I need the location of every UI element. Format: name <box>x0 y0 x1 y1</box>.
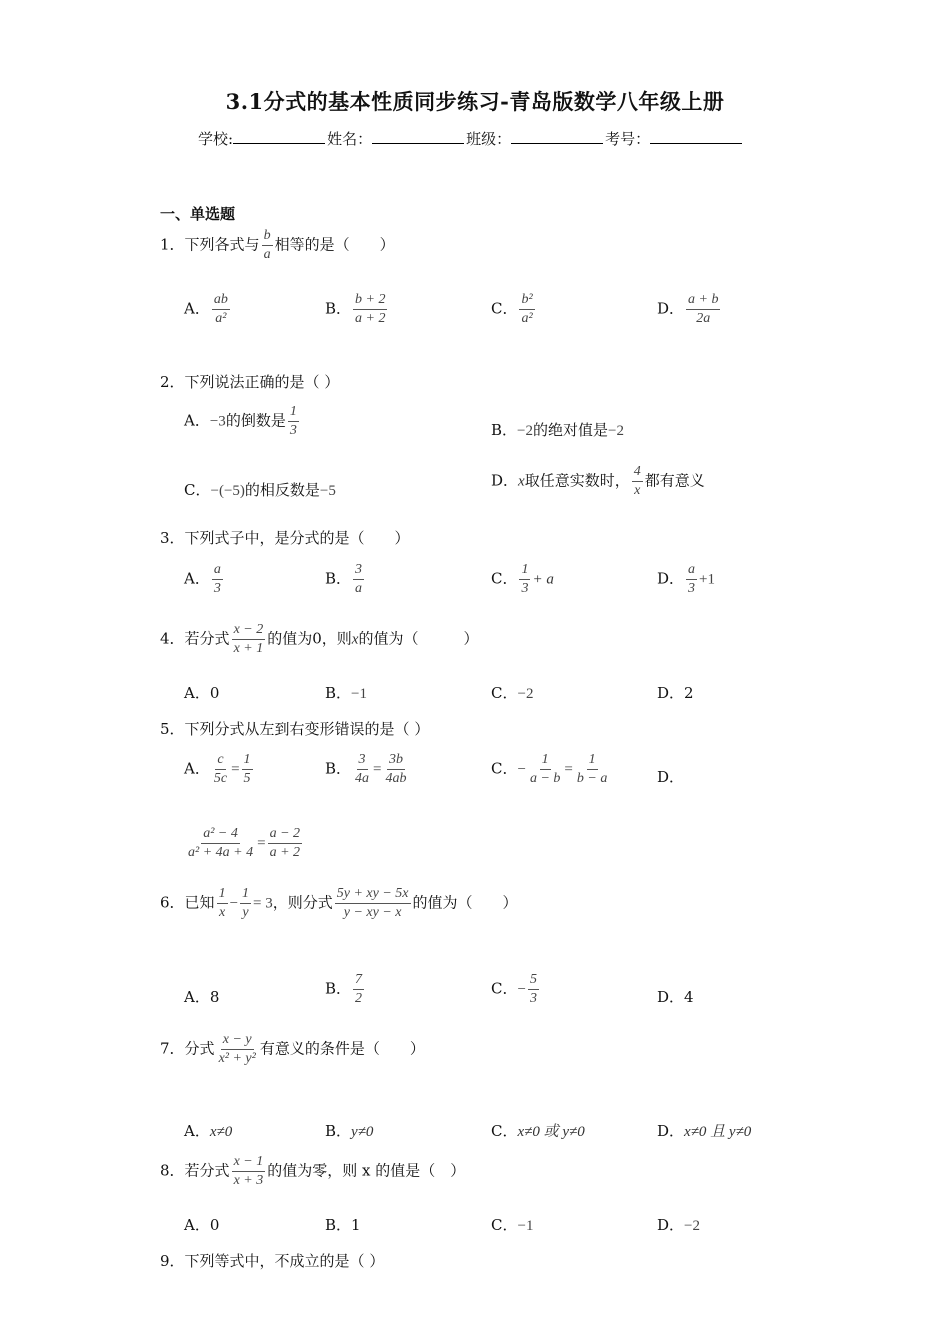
q2-option-c[interactable]: C．−(−5)的相反数是−5 <box>184 481 336 499</box>
q4-option-b[interactable]: B．−1 <box>325 684 367 702</box>
question-9: 9．下列等式中，不成立的是（ ） <box>160 1252 385 1270</box>
school-blank <box>233 128 325 144</box>
q3-option-c[interactable]: C． $\frac{1}{3}$ + a <box>491 562 554 597</box>
q5-option-d-label[interactable]: D． <box>657 768 685 786</box>
q3-option-b[interactable]: B． $\frac{3}{a}$ <box>325 562 363 597</box>
question-2: 2．下列说法正确的是（ ） <box>160 373 340 391</box>
q6-option-c[interactable]: C．− $\frac{5}{3}$ <box>491 972 537 1007</box>
q3-option-a[interactable]: A． $\frac{a}{3}$ <box>184 562 221 597</box>
q4-option-c[interactable]: C．−2 <box>491 684 534 702</box>
q5-option-b[interactable]: B． $\frac{3}{4a}$ = $\frac{3b}{4ab}$ <box>325 752 407 787</box>
name-blank <box>372 128 464 144</box>
section-heading: 一、单选题 <box>160 205 236 223</box>
q1-option-c[interactable]: C． $\frac{\text{b²}}{\text{a²}}$ <box>491 292 533 327</box>
q3-option-d[interactable]: D． $\frac{a}{3}$ +1 <box>657 562 715 597</box>
q8-option-d[interactable]: D．−2 <box>657 1216 700 1234</box>
q8-option-c[interactable]: C．−1 <box>491 1216 534 1234</box>
page-title: 3.1分式的基本性质同步练习-青岛版数学八年级上册 <box>225 89 725 114</box>
q1-option-b[interactable]: B． $\frac{b + 2}{a + 2}$ <box>325 292 386 327</box>
question-3: 3．下列式子中，是分式的是（ ） <box>160 529 410 547</box>
q2-option-a[interactable]: A．−3的倒数是 $\frac{1}{3}$ <box>184 404 297 439</box>
q8-option-b[interactable]: B．1 <box>325 1216 361 1234</box>
exam-no-label: 考号： <box>605 130 651 148</box>
question-4: 4．若分式 $\frac{x - 2}{x + 1}$ 的值为0，则x的值为（ ） <box>160 622 479 657</box>
question-8: 8．若分式 $\frac{x - 1}{x + 3}$ 的值为零，则 x 的值是（ ） <box>160 1154 466 1189</box>
q4-option-a[interactable]: A．0 <box>184 684 220 702</box>
q7-option-a[interactable]: A．x≠0 <box>184 1122 233 1140</box>
school-label: 学校: <box>198 130 234 148</box>
q5-option-d[interactable]: $\frac{\text{a² − 4}}{\text{a² + 4a + 4}}$ = $\frac{a - 2}{a + 2}$ <box>188 826 301 861</box>
q7-option-c[interactable]: C．x≠0 或 y≠0 <box>491 1122 585 1140</box>
q1-option-d[interactable]: D． $\frac{a + b}{2a}$ <box>657 292 719 327</box>
q7-option-b[interactable]: B．y≠0 <box>325 1122 374 1140</box>
q5-option-c[interactable]: C．− $\frac{1}{a - b}$ = $\frac{1}{b - a}$ <box>491 752 608 787</box>
name-label: 姓名： <box>327 130 373 148</box>
q6-option-b[interactable]: B． $\frac{7}{2}$ <box>325 972 363 1007</box>
q8-option-a[interactable]: A．0 <box>184 1216 220 1234</box>
q6-option-d[interactable]: D．4 <box>657 988 694 1006</box>
student-info-line <box>198 128 744 149</box>
question-1: 1．下列各式与 $\frac{b}{a}$ 相等的是（ ） <box>160 228 395 263</box>
q4-option-d[interactable]: D．2 <box>657 684 694 702</box>
fraction: $\frac{b}{a}$ <box>263 228 271 263</box>
class-label: 班级： <box>466 130 512 148</box>
q7-option-d[interactable]: D．x≠0 且 y≠0 <box>657 1122 752 1140</box>
q5-option-a[interactable]: A． $\frac{c}{5c}$ = $\frac{1}{5}$ <box>184 752 251 787</box>
q2-option-d[interactable]: D．x取任意实数时， $\frac{4}{x}$ 都有意义 <box>491 464 705 499</box>
question-7: 7．分式 $\frac{x - y}{\text{x² + y²}}$ 有意义的条件是（ ） <box>160 1032 425 1067</box>
question-6: 6．已知 $\frac{1}{x}$ − $\frac{1}{y}$ = 3，则分式 $\frac{5y + xy - 5x}{y - xy - x}$ 的值为（ ） <box>160 886 518 921</box>
class-blank <box>511 128 603 144</box>
q6-option-a[interactable]: A．8 <box>184 988 220 1006</box>
q2-option-b[interactable]: B．−2的绝对值是−2 <box>491 421 624 439</box>
q1-option-a[interactable]: A． $\frac{ab}{\text{a²}}$ <box>184 292 228 327</box>
exam-no-blank <box>650 128 742 144</box>
question-5: 5．下列分式从左到右变形错误的是（ ） <box>160 720 430 738</box>
